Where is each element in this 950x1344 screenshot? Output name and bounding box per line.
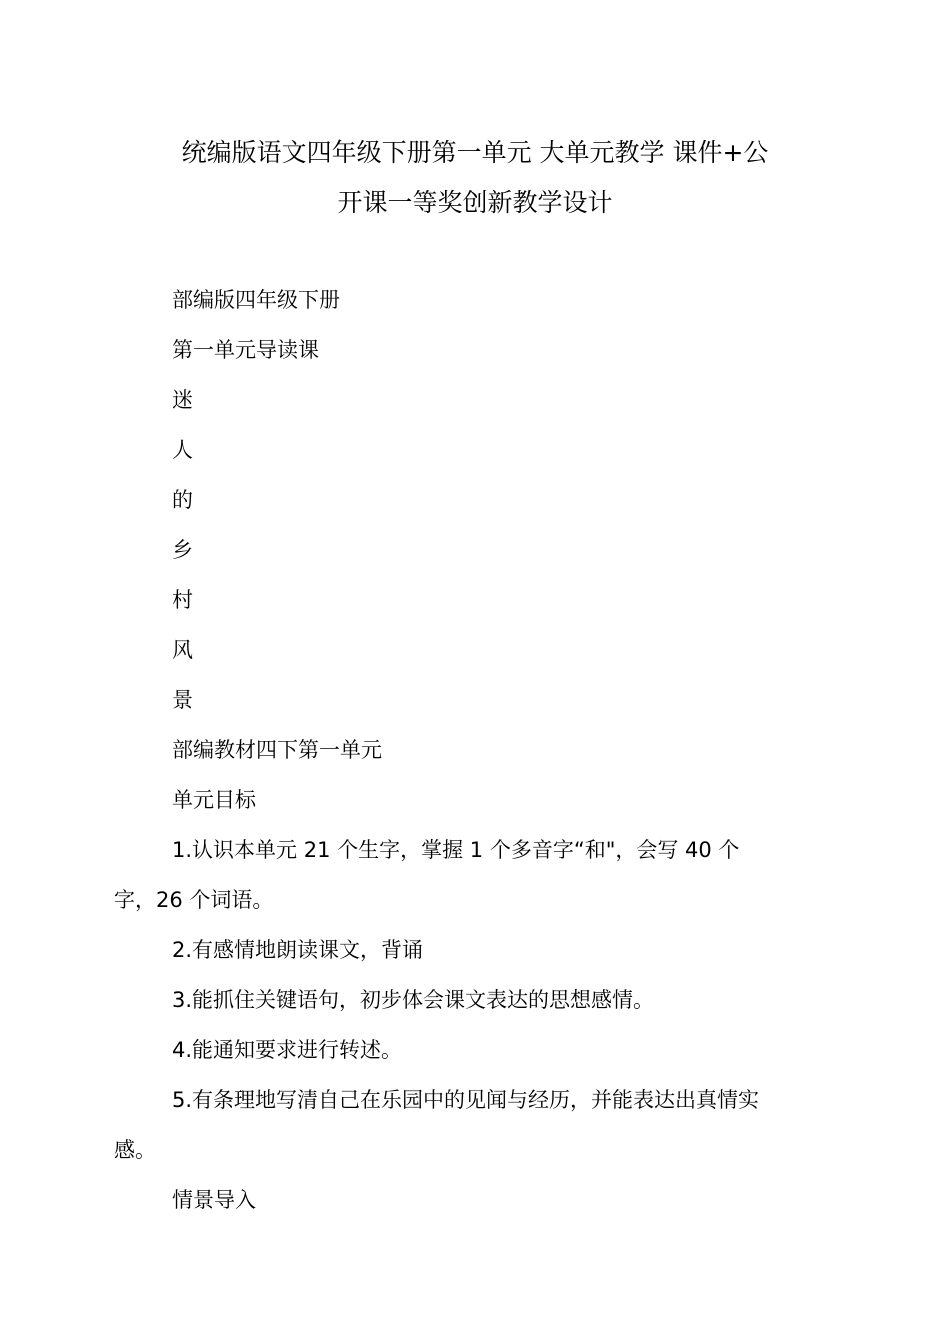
document-title xyxy=(143,128,807,228)
goal-text-continued: 感。 xyxy=(114,1138,156,1162)
vertical-title-char: 迷 xyxy=(172,388,193,412)
title-line-1: 统编版语文四年级下册第一单元 大单元教学 课件+公 xyxy=(181,138,769,167)
goal-item: 3.能抓住关键语句，初步体会课文表达的思想感情。 xyxy=(172,988,655,1012)
vertical-title-char: 人 xyxy=(172,438,193,462)
vertical-title-char: 乡 xyxy=(172,538,193,562)
goal-text-continued: 字，26 个词语。 xyxy=(114,888,274,912)
goal-item xyxy=(114,825,807,925)
lesson-label: 第一单元导读课 xyxy=(172,338,319,362)
vertical-title-char: 村 xyxy=(172,588,193,612)
goal-text: 1.认识本单元 21 个生字，掌握 1 个多音字“和"，会写 40 个 xyxy=(172,838,740,862)
goal-item xyxy=(114,1075,807,1175)
unit-goals-heading: 单元目标 xyxy=(172,788,256,812)
section-heading: 情景导入 xyxy=(172,1188,256,1212)
document-body xyxy=(114,275,807,1225)
goal-text: 5.有条理地写清自己在乐园中的见闻与经历，并能表达出真情实 xyxy=(172,1088,760,1112)
vertical-title-char: 景 xyxy=(172,688,193,712)
textbook-label: 部编版四年级下册 xyxy=(172,288,340,312)
vertical-title-char: 的 xyxy=(172,488,193,512)
goal-item: 4.能通知要求进行转述。 xyxy=(172,1038,403,1062)
vertical-title-char: 风 xyxy=(172,638,193,662)
goal-item: 2.有感情地朗读课文，背诵 xyxy=(172,938,424,962)
title-line-2: 开课一等奖创新教学设计 xyxy=(337,188,613,217)
unit-label: 部编教材四下第一单元 xyxy=(172,738,382,762)
